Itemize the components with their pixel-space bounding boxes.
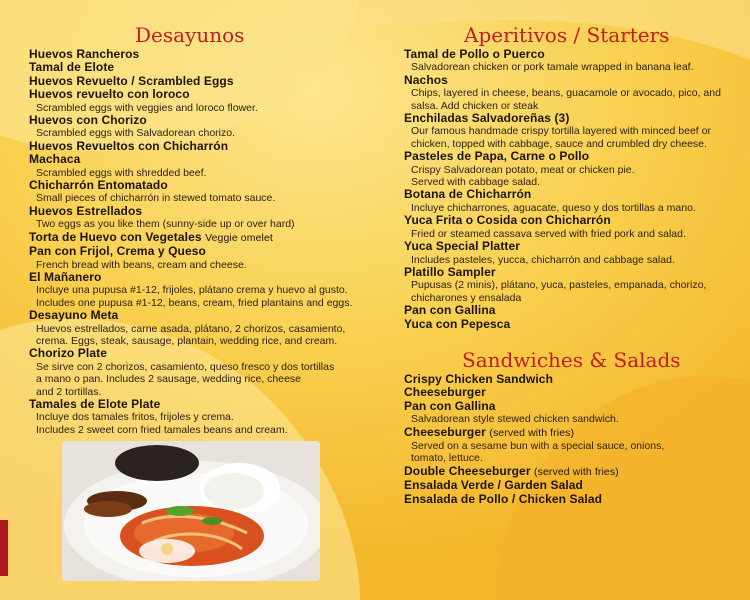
menu-item-name (404, 48, 734, 61)
menu-item-description: a mano o pan. Includes 2 sausage, wedding rice, cheese (36, 373, 302, 386)
menu-item-name (404, 373, 734, 386)
menu-item (29, 88, 359, 114)
menu-item (29, 153, 359, 179)
menu-item-description: Scrambled eggs with shredded beef. (36, 166, 207, 179)
menu-item (404, 214, 734, 240)
menu-item-title: Chorizo Plate (29, 346, 107, 361)
menu-item-name (29, 179, 359, 192)
menu-item-title: Nachos (404, 72, 448, 87)
menu-item-note: Veggie omelet (205, 231, 273, 244)
menu-item-description: Includes pasteles, yucca, chicharrón and cabbage salad. (411, 253, 675, 266)
menu-item (29, 271, 359, 309)
menu-item-description: French bread with beans, cream and cheese. (36, 258, 247, 271)
menu-item-title: Pasteles de Papa, Carne o Pollo (404, 149, 590, 164)
menu-item (404, 400, 734, 426)
menu-item (404, 150, 734, 188)
menu-item-title: Tamal de Pollo o Puerco (404, 47, 545, 61)
menu-item-description: Se sirve con 2 chorizos, casamiento, queso fresco y dos tortillas (36, 360, 335, 373)
menu-item (29, 309, 359, 347)
menu-item (29, 48, 359, 61)
menu-item-description: Scrambled eggs with veggies and loroco flower. (36, 101, 258, 114)
menu-item-description: Chips, layered in cheese, beans, guacamole or avocado, pico, and (411, 87, 721, 100)
menu-item-title: Chicharrón Entomatado (29, 178, 168, 193)
menu-item-description: Scrambled eggs with Salvadorean chorizo. (36, 127, 236, 140)
menu-item (29, 75, 359, 88)
breakfast-list (29, 48, 359, 436)
menu-item-description: Salvadorean chicken or pork tamale wrapped in banana leaf. (411, 61, 694, 74)
menu-item-name (404, 214, 734, 227)
menu-item-title: Huevos Rancheros (29, 47, 140, 61)
menu-item (404, 426, 734, 465)
menu-item (29, 231, 359, 245)
menu-item-note: (served with fries) (534, 465, 619, 478)
menu-item-name (29, 114, 359, 127)
menu-item (404, 479, 734, 492)
red-edge-marker (0, 520, 8, 576)
menu-item-description: Small pieces of chicharrón in stewed tomato sauce. (36, 192, 276, 205)
menu-item-title: Huevos Revueltos con Chicharrón (29, 138, 229, 153)
menu-item (404, 266, 734, 304)
menu-item-name (404, 318, 734, 331)
menu-item-description: Two eggs as you like them (sunny-side up or over hard) (36, 218, 295, 231)
menu-item-title: Yuca Special Platter (404, 239, 521, 254)
menu-item-name (404, 479, 734, 492)
breakfast-section-title: Desayunos (135, 23, 245, 47)
menu-item-title: Pan con Frijol, Crema y Queso (29, 244, 206, 259)
menu-item-title: Huevos con Chorizo (29, 113, 147, 128)
menu-item (404, 465, 734, 479)
menu-item-description: Includes one pupusa #1-12, beans, cream, fried plantains and eggs. (36, 296, 353, 309)
menu-item-name (404, 465, 734, 479)
menu-item-title: Botana de Chicharrón (404, 187, 532, 202)
menu-item (404, 386, 734, 399)
menu-item-name (404, 304, 734, 317)
menu-item (29, 140, 359, 153)
menu-item-name (404, 386, 734, 399)
menu-item-title: Huevos revuelto con loroco (29, 87, 190, 102)
menu-item-name (404, 400, 734, 413)
menu-item-title: Ensalada de Pollo / Chicken Salad (404, 491, 603, 506)
menu-item-name (29, 75, 359, 88)
menu-item (404, 240, 734, 266)
menu-item-name (29, 309, 359, 322)
menu-item-description: crema. Eggs, steak, sausage, plantain, wedding rice, and cream. (36, 334, 338, 347)
menu-item (29, 245, 359, 271)
menu-item-name (404, 426, 734, 440)
menu-item-name (404, 74, 734, 87)
menu-item-description: chicken, topped with cabbage, sauce and crumbled dry cheese. (411, 137, 707, 150)
menu-item-title: Desayuno Meta (29, 308, 119, 323)
menu-item-description: Pupusas (2 minis), plátano, yuca, pasteles, empanada, chorizo, (411, 279, 707, 292)
menu-item-name (404, 188, 734, 201)
menu-item (29, 205, 359, 231)
menu-item-title: Machaca (29, 152, 81, 167)
menu-item (404, 373, 734, 386)
menu-item-description: and 2 tortillas. (36, 385, 102, 398)
menu-item (29, 179, 359, 205)
starters-section-title: Aperitivos / Starters (464, 23, 670, 47)
menu-item-title: Ensalada Verde / Garden Salad (404, 478, 583, 493)
starters-column (404, 22, 734, 506)
menu-item-title: Pan con Gallina (404, 303, 496, 318)
menu-item-description: Our famous handmade crispy tortilla layered with minced beef or (411, 125, 711, 138)
menu-item-name (29, 205, 359, 218)
sandwiches-section-title: Sandwiches & Salads (462, 347, 681, 372)
menu-item-name (29, 88, 359, 101)
menu-item-description: Fried or steamed cassava served with fried pork and salad. (411, 227, 686, 240)
menu-item-title: Enchiladas Salvadoreñas (3) (404, 111, 570, 126)
menu-item (29, 114, 359, 140)
menu-item-title: Cheeseburger (404, 385, 486, 400)
menu-item-title: Crispy Chicken Sandwich (404, 371, 554, 386)
menu-item-title: Huevos Revuelto / Scrambled Eggs (29, 73, 234, 88)
menu-item (404, 112, 734, 150)
menu-item-name (29, 398, 359, 411)
menu-item-description: Crispy Salvadorean potato, meat or chicken pie. (411, 163, 635, 176)
menu-item-name (29, 271, 359, 284)
breakfast-column (29, 22, 359, 436)
menu-item-title: El Mañanero (29, 269, 102, 284)
menu-item-description: Includes 2 sweet corn fried tamales beans and cream. (36, 423, 288, 436)
menu-item-note: (served with fries) (489, 426, 575, 439)
menu-item (29, 398, 359, 436)
menu-item-description: chicharones y ensalada (411, 291, 522, 304)
menu-item-name (404, 150, 734, 163)
menu-item-name (29, 231, 359, 245)
menu-item-name (29, 48, 359, 61)
menu-item-name (404, 240, 734, 253)
menu-item-name (29, 245, 359, 258)
menu-item-title: Tamales de Elote Plate (29, 396, 161, 411)
menu-item (404, 304, 734, 317)
menu-item (404, 318, 734, 331)
menu-item-description: tomato, lettuce. (411, 452, 483, 465)
menu-item-description: Huevos estrellados, carne asada, plátano, 2 chorizos, casamiento, (36, 322, 346, 335)
menu-item-name (29, 153, 359, 166)
menu-item-name (404, 112, 734, 125)
menu-item-description: salsa. Add chicken or steak (411, 99, 539, 112)
menu-item-description: Salvadorean style stewed chicken sandwich. (411, 413, 619, 426)
menu-item-name (29, 140, 359, 153)
menu-item-title: Yuca con Pepesca (404, 316, 511, 331)
menu-item (29, 61, 359, 74)
menu-item-title: Pan con Gallina (404, 398, 496, 413)
starters-list (404, 48, 734, 331)
menu-item-description: Incluye una pupusa #1-12, frijoles, plátano crema y huevo al gusto. (36, 284, 348, 297)
sandwiches-list (404, 373, 734, 506)
menu-item-title: Double Cheeseburger (404, 463, 531, 478)
menu-item-title: Platillo Sampler (404, 264, 496, 279)
menu-item-name (404, 493, 734, 506)
menu-item-title: Yuca Frita o Cosida con Chicharrón (404, 213, 611, 228)
menu-item (404, 188, 734, 214)
menu-item-title: Huevos Estrellados (29, 203, 143, 218)
menu-item (29, 347, 359, 398)
menu-item-name (404, 266, 734, 279)
menu-item-description: Incluye dos tamales fritos, frijoles y crema. (36, 411, 234, 424)
menu-item-title: Torta de Huevo con Vegetales (29, 229, 202, 244)
menu-item-description: Served on a sesame bun with a special sauce, onions, (411, 439, 665, 452)
menu-item-description: Served with cabbage salad. (411, 176, 540, 189)
menu-item (404, 74, 734, 112)
menu-item-title: Tamal de Elote (29, 60, 115, 75)
dish-photo (62, 441, 320, 581)
menu-item (404, 493, 734, 506)
menu-item-name (29, 61, 359, 74)
menu-item-name (29, 347, 359, 360)
menu-item-title: Cheeseburger (404, 424, 486, 439)
menu-item-description: Incluye chicharrones, aguacate, queso y dos tortillas a mano. (411, 201, 696, 214)
menu-item (404, 48, 734, 74)
